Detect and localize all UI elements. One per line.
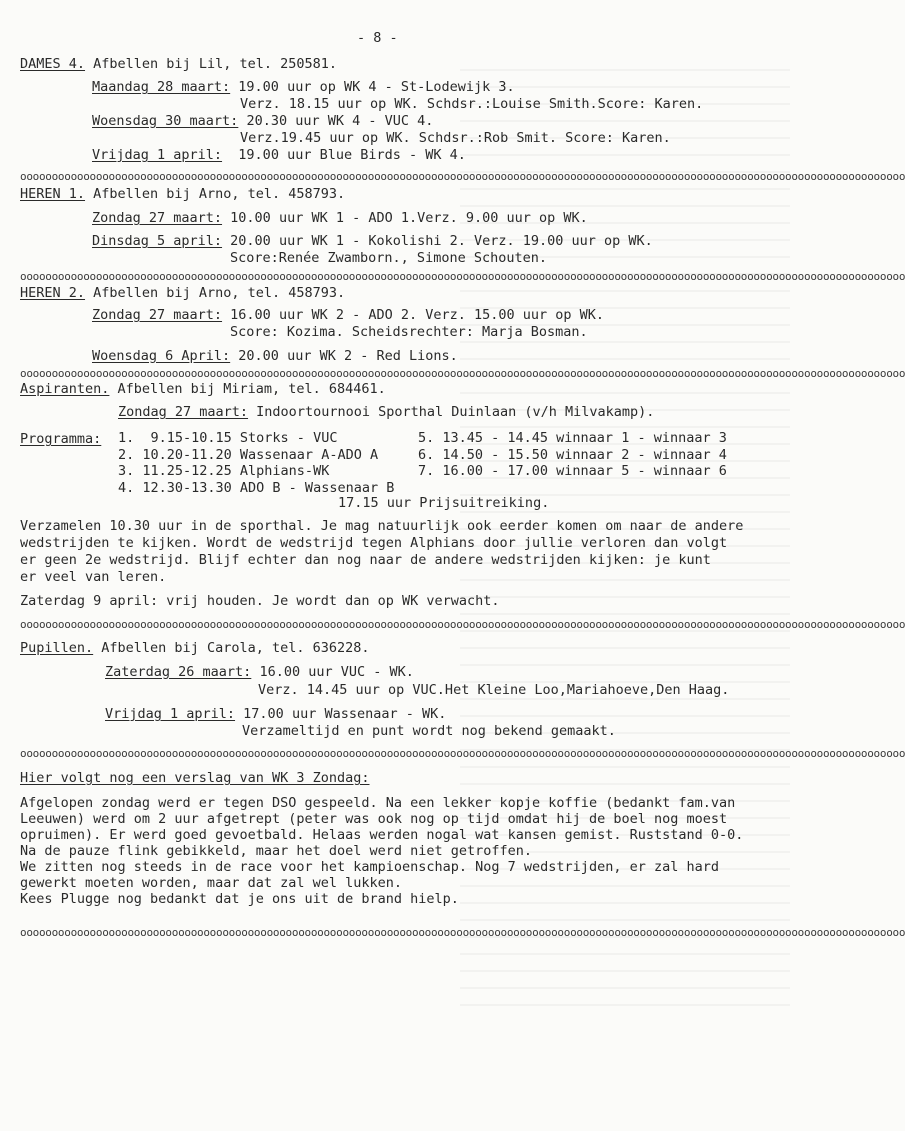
heren1-header [20,186,345,203]
pupillen-entry-1-detail: Verz. 14.45 uur op VUC.Het Kleine Loo,Mariahoeve,Den Haag. [258,682,730,698]
entry-date: Zondag 27 maart: [92,307,223,323]
separator: oooooooooooooooooooooooooooooooooooooooooooooooooooooooooooooooooooooooooooooooooooooooooooooooooooooooooooooooooooooooooooooooooooooooooooo [20,170,905,183]
pupillen-afbellen: Afbellen bij Carola, tel. 636228. [93,640,370,656]
heren2-heading: HEREN 2. [20,285,86,301]
aspiranten-event [118,404,654,421]
programma-item: 6. 14.50 - 15.50 winnaar 2 - winnaar 4 [418,446,727,463]
entry-date: Zondag 27 maart: [118,404,249,420]
separator: oooooooooooooooooooooooooooooooooooooooooooooooooooooooooooooooooooooooooooooooooooooooooooooooooooooooooooooooooooooooooooooooooooooooooooo [20,747,905,760]
page-number: - 8 - [357,30,398,46]
entry-match: 16.00 uur WK 2 - ADO 2. Verz. 15.00 uur op WK. [222,307,605,323]
aspiranten-para-3: er geen 2e wedstrijd. Blijf echter dan nog naar de andere wedstrijden kijken: je kunt [20,552,711,568]
entry-match: 16.00 uur VUC - WK. [251,664,414,680]
entry-match: 17.00 uur Wassenaar - WK. [235,706,447,722]
separator: oooooooooooooooooooooooooooooooooooooooooooooooooooooooooooooooooooooooooooooooooooooooooooooooooooooooooooooooooooooooooooooooooooooooooooo [20,618,905,631]
programma-item: 3. 11.25-12.25 Alphians-WK [118,463,330,479]
entry-match: 19.00 uur Blue Birds - WK 4. [222,147,466,163]
heren2-entry-1-detail: Score: Kozima. Scheidsrechter: Marja Bosman. [230,324,588,340]
heren2-entry-1 [92,307,604,324]
entry-date: Woensdag 6 April: [92,348,231,364]
aspiranten-afbellen: Afbellen bij Miriam, tel. 684461. [109,381,386,397]
aspiranten-zaterdag: Zaterdag 9 april: vrij houden. Je wordt dan op WK verwacht. [20,593,500,609]
prijsuitreiking: 17.15 uur Prijsuitreiking. [338,495,550,511]
entry-match: 10.00 uur WK 1 - ADO 1.Verz. 9.00 uur op WK. [222,210,588,226]
programma-item: 2. 10.20-11.20 Wassenaar A-ADO A [118,446,379,463]
entry-date: Woensdag 30 maart: [92,113,239,129]
dames4-header [20,56,337,73]
heren2-afbellen: Afbellen bij Arno, tel. 458793. [85,285,346,301]
dames4-entry-3 [92,147,466,164]
heren1-heading: HEREN 1. [20,186,86,202]
verslag-line-5: We zitten nog steeds in de race voor het kampioenschap. Nog 7 wedstrijden, er zal hard [20,859,719,875]
event-text: Indoortournooi Sporthal Duinlaan (v/h Milvakamp). [248,404,655,420]
heren1-afbellen: Afbellen bij Arno, tel. 458793. [85,186,346,202]
verslag-line-1: Afgelopen zondag werd er tegen DSO gespeeld. Na een lekker kopje koffie (bedankt fam.van [20,795,736,811]
entry-match: 19.00 uur op WK 4 - St-Lodewijk 3. [230,79,515,95]
entry-date: Zaterdag 26 maart: [105,664,252,680]
heren2-entry-2 [92,348,458,365]
programma-item: 5. 13.45 - 14.45 winnaar 1 - winnaar 3 [418,430,727,446]
verslag-line-4: Na de pauze flink gebikkeld, maar het doel werd niet getroffen. [20,843,533,859]
verslag-line-6: gewerkt moeten worden, maar dat zal wel lukken. [20,875,403,891]
dames4-entry-2 [92,113,433,130]
dames4-heading: DAMES 4. [20,56,86,72]
aspiranten-heading: Aspiranten. [20,381,110,397]
pupillen-heading: Pupillen. [20,640,94,656]
dames4-entry-1 [92,79,515,96]
aspiranten-para-1: Verzamelen 10.30 uur in de sporthal. Je mag natuurlijk ook eerder komen om naar de andere [20,518,744,534]
separator: oooooooooooooooooooooooooooooooooooooooooooooooooooooooooooooooooooooooooooooooooooooooooooooooooooooooooooooooooooooooooooooooooooooooooooo [20,270,905,283]
entry-match: 20.30 uur WK 4 - VUC 4. [238,113,434,129]
pupillen-entry-1 [105,664,414,681]
entry-date: Zondag 27 maart: [92,210,223,226]
heren1-entry-2-detail: Score:Renée Zwamborn., Simone Schouten. [230,250,547,266]
entry-date: Maandag 28 maart: [92,79,231,95]
separator: oooooooooooooooooooooooooooooooooooooooooooooooooooooooooooooooooooooooooooooooooooooooooooooooooooooooooooooooooooooooooooooooooooooooooooo [20,926,905,939]
verslag-line-2: Leeuwen) werd om 2 uur afgetrept (peter was ook nog op tijd omdat hij de boel nog moest [20,811,728,827]
entry-match: 20.00 uur WK 2 - Red Lions. [230,348,458,364]
dames4-entry-2-detail: Verz.19.45 uur op WK. Schdsr.:Rob Smit. Score: Karen. [240,130,671,146]
aspiranten-header [20,381,386,398]
verslag-line-3: opruimen). Er werd goed gevoetbald. Helaas werden nogal wat kansen gemist. Ruststand 0-0. [20,827,744,843]
dames4-afbellen: Afbellen bij Lil, tel. 250581. [85,56,337,72]
entry-date: Dinsdag 5 april: [92,233,223,249]
dames4-entry-1-detail: Verz. 18.15 uur op WK. Schdsr.:Louise Smith.Score: Karen. [240,96,704,112]
heren1-entry-1 [92,210,588,227]
aspiranten-para-2: wedstrijden te kijken. Wordt de wedstrijd tegen Alphians door jullie verloren dan volgt [20,535,728,551]
programma-item: 7. 16.00 - 17.00 winnaar 5 - winnaar 6 [418,463,727,479]
verslag-line-7: Kees Plugge nog bedankt dat je ons uit de brand hielp. [20,891,459,907]
verslag-heading: Hier volgt nog een verslag van WK 3 Zondag: [20,770,370,786]
heren2-header [20,285,345,302]
entry-date: Vrijdag 1 april: [105,706,236,722]
entry-match: 20.00 uur WK 1 - Kokolishi 2. Verz. 19.00 uur op WK. [222,233,653,249]
programma-item: 1. 9.15-10.15 Storks - VUC [118,430,338,446]
pupillen-header [20,640,370,657]
programma-left [118,430,394,496]
pupillen-entry-2-detail: Verzameltijd en punt wordt nog bekend gemaakt. [242,723,616,739]
programma-item: 4. 12.30-13.30 ADO B - Wassenaar B [118,479,395,496]
pupillen-entry-2 [105,706,446,723]
separator: oooooooooooooooooooooooooooooooooooooooooooooooooooooooooooooooooooooooooooooooooooooooooooooooooooooooooooooooooooooooooooooooooooooooooooo [20,367,905,380]
programma-label: Programma: [20,431,102,447]
entry-date: Vrijdag 1 april: [92,147,223,163]
heren1-entry-2 [92,233,653,250]
programma-right [418,430,727,480]
aspiranten-para-4: er veel van leren. [20,569,167,585]
